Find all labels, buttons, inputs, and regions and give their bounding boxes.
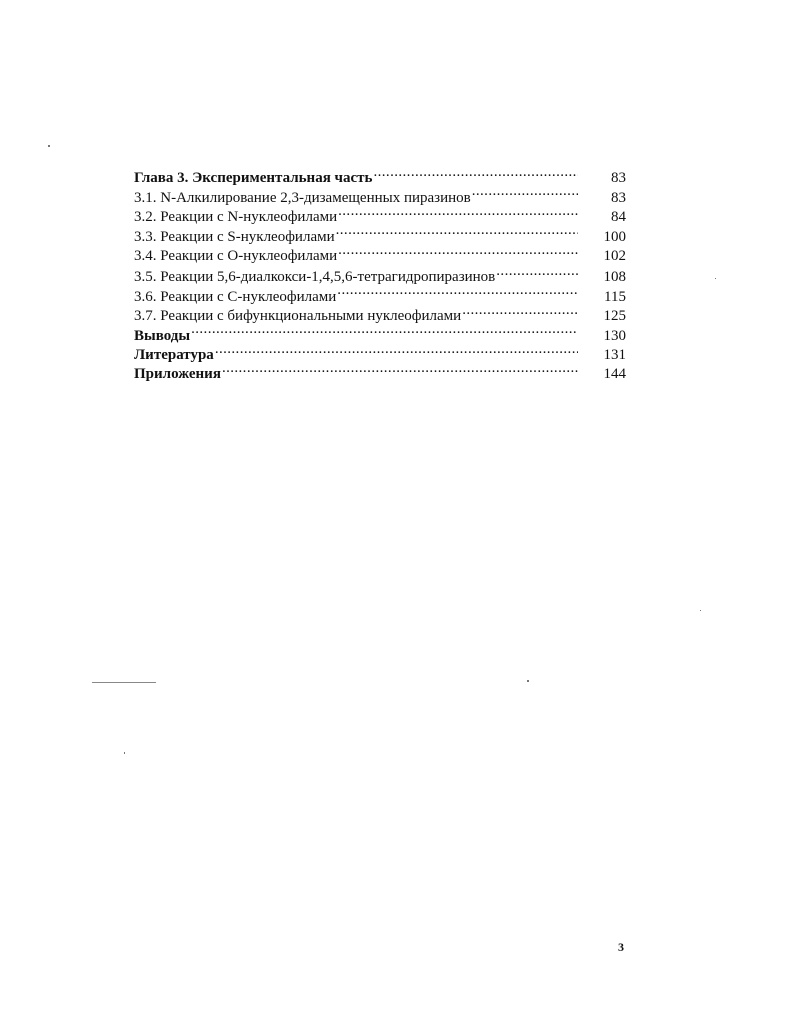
toc-dot-leader bbox=[336, 221, 578, 240]
toc-dot-leader bbox=[462, 301, 578, 320]
scan-speck bbox=[715, 278, 716, 279]
scan-speck bbox=[92, 682, 156, 683]
table-of-contents bbox=[134, 163, 626, 383]
toc-entry bbox=[134, 340, 626, 363]
toc-dot-leader bbox=[373, 163, 578, 182]
toc-entry-label: 3.1. N-Алкилирование 2,3-дизамещенных пиразинов bbox=[134, 189, 471, 206]
toc-entry-label: Выводы bbox=[134, 327, 191, 344]
toc-entry-page: 130 bbox=[603, 327, 626, 344]
toc-entry-page: 102 bbox=[603, 247, 626, 264]
toc-entry-label: 3.2. Реакции с N-нуклеофилами bbox=[134, 209, 338, 226]
toc-dot-leader bbox=[222, 359, 578, 378]
toc-dot-leader bbox=[191, 320, 578, 339]
toc-entry bbox=[134, 320, 626, 344]
toc-entry-label: Приложения bbox=[134, 366, 221, 383]
page-number: 3 bbox=[618, 940, 624, 954]
toc-entry-page: 115 bbox=[604, 288, 626, 305]
toc-dot-leader bbox=[338, 202, 578, 221]
toc-entry-page: 108 bbox=[603, 269, 626, 286]
toc-entry-page: 83 bbox=[611, 189, 626, 206]
toc-entry-page: 83 bbox=[611, 170, 626, 187]
toc-entry-label: 3.7. Реакции с бифункциональными нуклеофилами bbox=[134, 308, 462, 325]
scan-speck bbox=[700, 610, 701, 611]
toc-entry-page: 131 bbox=[603, 346, 626, 363]
toc-entry-label: Глава 3. Экспериментальная часть bbox=[134, 170, 373, 187]
toc-entry-label: 3.3. Реакции с S-нуклеофилами bbox=[134, 228, 335, 245]
toc-entry bbox=[134, 163, 626, 187]
toc-dot-leader bbox=[338, 241, 578, 260]
toc-entry-label: 3.4. Реакции с О-нуклеофилами bbox=[134, 247, 338, 264]
toc-dot-leader bbox=[472, 182, 578, 201]
toc-entry-page: 84 bbox=[611, 209, 626, 226]
toc-dot-leader bbox=[215, 340, 578, 359]
toc-entry-label: 3.6. Реакции с С-нуклеофилами bbox=[134, 288, 337, 305]
toc-dot-leader bbox=[337, 281, 578, 300]
scan-speck bbox=[48, 145, 50, 147]
toc-entry-page: 125 bbox=[603, 308, 626, 325]
scan-speck bbox=[124, 752, 125, 754]
toc-entry-label: Литература bbox=[134, 346, 214, 363]
scan-speck bbox=[527, 680, 529, 682]
toc-entry-page: 100 bbox=[603, 228, 626, 245]
toc-entry-page: 144 bbox=[603, 366, 626, 383]
toc-dot-leader bbox=[496, 262, 578, 281]
toc-entry-label: 3.5. Реакции 5,6-диалкокси-1,4,5,6-тетрагидропиразинов bbox=[134, 269, 496, 286]
